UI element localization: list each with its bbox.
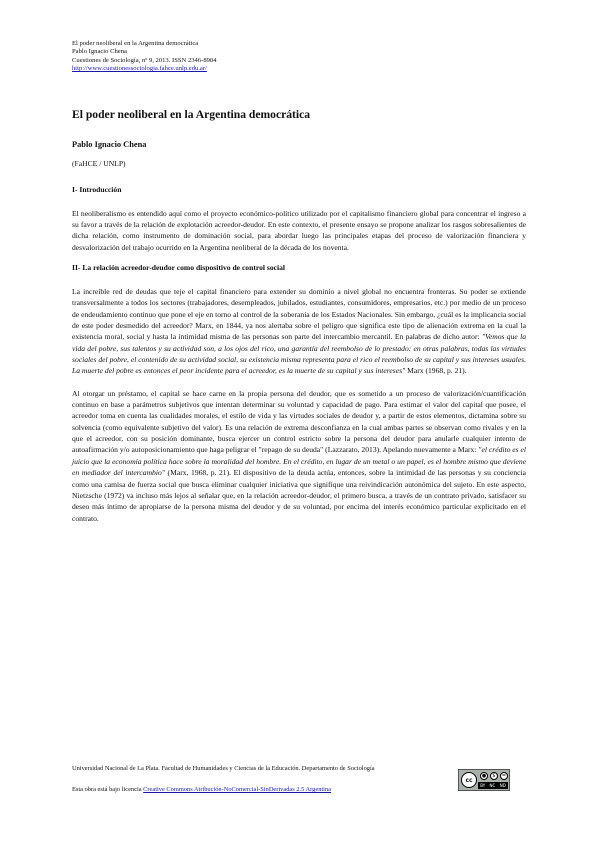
debt-paragraph-2: Al otorgar un préstamo, el capital se hace carne en la propia persona del deudor, que es sometido a un proceso de valorización/cuantificación continuo en base a parámetros subjetivos que intentan determinar su voluntad y capacidad de pago. Para estimar el valor del capital que posee, el acreedor toma en cuenta las cualidades morales, el estilo de vida y las virtudes sociales de deudor y, a partir de estos elementos, dictamina sobre su solvencia (como equivalente subjetivo del valor). Es una relación de extrema desconfianza en la cual ambas partes se observan como rivales y en la que el acreedor, con su posición dominante, busca ejercer un control estricto sobre la persona del deudor para anularle cualquier intento de autoafirmación y/o autoposicionamiento que haga peligrar el "repago de su deuda" (Lazzarato, 2013). Apelando nuevamente a Marx: "el crédito es el juicio que la economía política hace sobre la moralidad del hombre. En el crédito, en lugar de un metal o un papel, es el hombre mismo que deviene en mediador del intercambio" (Marx, 1968, p. 21). El dispositivo de la deuda actúa, entonces, sobre la intimidad de las personas y su conciencia como una camisa de fuerza social que busca eliminar cualquier iniciativa que signifique una reivindicación autonómica del sujeto. En este aspecto, Nietzsche (1972) va incluso más lejos al señalar que, en la relación acreedor-deudor, el primero busca, a través de un contrato privado, satisfacer su deseo más íntimo de apropiarse de la persona misma del deudor y de su voluntad, por encima del interés económico particular explicitado en el contrato. bbox=[72, 388, 526, 523]
institution-note: Universidad Nacional de La Plata. Facultad de Humanidades y Ciencias de la Educación. Departamento de Sociología bbox=[72, 765, 375, 772]
header-author: Pablo Ignacio Chena bbox=[72, 48, 127, 56]
document-title: El poder neoliberal en la Argentina democrática bbox=[72, 107, 311, 121]
cc-strip: BY NC ND bbox=[478, 782, 508, 789]
running-header bbox=[72, 40, 526, 74]
license-link[interactable]: Creative Commons Atribución-NoComercial-SinDerivadas 2.5 Argentina bbox=[143, 786, 331, 794]
journal-link[interactable]: http://www.cuestionessociologia.fahce.unlp.edu.ar/ bbox=[72, 65, 207, 73]
author-name: Pablo Ignacio Chena bbox=[72, 139, 147, 149]
noncommercial-icon: $ bbox=[490, 772, 498, 780]
debt-paragraph-1: La increíble red de deudas que teje el capital financiero para extender su dominio a nivel global no encuentra fronteras. Su poder se extiende transversalmente a todos los sectores (trabajadores, desempleados, jubilados, estudiantes, consumidores, empresarios, etc.) por medio de un proceso de endeudamiento continuo que pone el eje en torno al control de la soberanía de los Estados Nacionales. Sin embargo, ¿cuál es la implicancia social de este poder desmedido del acreedor? Marx, en 1844, ya nos alertaba sobre el peligro que significa este tipo de alienación extrema en la cual la existencia moral, social y hasta la intimidad misma de las personas son parte del intercambio mercantil. En palabras de dicho autor: "Vemos que la vida del pobre, sus talentos y su actividad son, a los ojos del rico, una garantía del reembolso de lo prestado: en otras palabras, todas las virtudes sociales del pobre, el contenido de su actividad social, su existencia misma representa para el rico el reembolso de su capital y sus intereses usuales. La muerte del pobre es entonces el peor incidente para el acreedor, es la muerte de su capital y sus intereses" Marx (1968, p. 21). bbox=[72, 287, 526, 376]
section-heading-introduction: I- Introducción bbox=[72, 184, 122, 194]
marx-quote-1: "Vemos que la vida del pobre, sus talentos y su actividad son, a los ojos del rico, una garantía del reembolso de lo prestado: en otras palabras, todas las virtudes sociales del pobre, el contenido de su actividad social, su existencia misma representa para el rico el reembolso de su capital y sus intereses usuales. La muerte del pobre es entonces el peor incidente para el acreedor, es la muerte de su capital y sus intereses" bbox=[72, 332, 526, 376]
attribution-icon: ● bbox=[481, 773, 487, 779]
header-title: El poder neoliberal en la Argentina democrática bbox=[72, 40, 199, 47]
author-affiliation: (FaHCE / UNLP) bbox=[72, 158, 126, 168]
marx-quote-2: "el crédito es el juicio que la economía política hace sobre la moralidad del hombre. En el crédito, en lugar de un metal o un papel, es el hombre mismo que deviene en mediador del intercambio" bbox=[72, 445, 526, 478]
noderivatives-icon: = bbox=[501, 773, 507, 779]
section-heading-debt: II- La relación acreedor-deudor como dispositivo de control social bbox=[72, 263, 286, 272]
header-journal: Cuestiones de Sociología, nº 9, 2013. ISSN 2346-8904 bbox=[72, 56, 217, 64]
creative-commons-badge[interactable] bbox=[458, 769, 510, 791]
introduction-paragraph: El neoliberalismo es entendido aquí como el proyecto económico-político utilizado por el capitalismo financiero global para concentrar el ingreso a su favor a través de la relación de explotación acreedor-deudor. En este contexto, el presente ensayo se propone analizar los rasgos sobresalientes de dicha relación, como instrumento de dominación social, para abordar luego las principales etapas del proceso de valorización financiera y desvalorización del trabajo ocurrido en la Argentina neoliberal de la década de los noventa. bbox=[72, 208, 526, 252]
page-footer bbox=[72, 765, 526, 793]
page-body bbox=[72, 40, 526, 524]
license-note: Esta obra está bajo licencia Creative Commons Atribución-NoComercial-SinDerivadas 2.5 Argentina bbox=[72, 786, 331, 794]
cc-icon: cc bbox=[461, 772, 477, 788]
